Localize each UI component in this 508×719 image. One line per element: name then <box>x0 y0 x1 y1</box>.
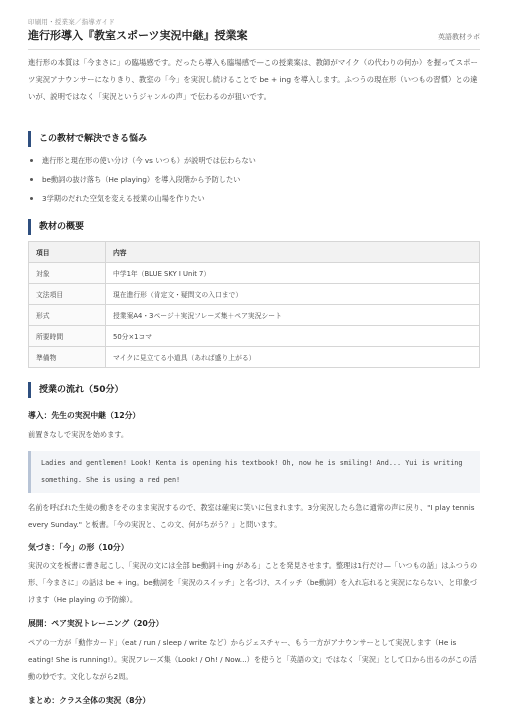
list-item-text: be動詞の抜け落ち（He playing）を導入段階から予防したい <box>42 175 241 184</box>
intro-paragraph: 進行形の本質は「今まさに」の臨場感です。だったら導入も臨場感で—この授業案は、教師がマイク（の代わりの何か）を握ってスポーツ実況アナウンサーになりきり、教室の「今」を実況し続けることで be + ing を導入します。ふつうの現在形（いつもの習慣）との違いが、説明ではなく「実況というジャンルの声」で伝わるのが狙いです。 <box>28 58 478 101</box>
title-row <box>28 27 480 50</box>
section-heading-problems: この教材で解決できる悩み <box>28 131 480 147</box>
table-row <box>29 284 480 305</box>
step-text-intro: 前置きなしで実況を始めます。 <box>28 430 129 439</box>
column-header-item: 項目 <box>29 242 106 263</box>
row-key: 所要時間 <box>29 326 106 347</box>
section-heading-flow: 授業の流れ（50分） <box>28 382 480 398</box>
row-key: 文法項目 <box>29 284 106 305</box>
column-header-content: 内容 <box>106 242 480 263</box>
list-item-text: 進行形と現在形の使い分け（今 vs いつも）が説明では伝わらない <box>42 156 256 165</box>
section-heading-overview: 教材の概要 <box>28 219 480 235</box>
breadcrumb: 印刷用・授業案／指導ガイド <box>28 18 115 26</box>
step-title-summary: まとめ：クラス全体の実況（8分） <box>28 696 151 705</box>
row-value: 現在進行形（肯定文・疑問文の入口まで） <box>106 284 480 305</box>
row-value: 授業案A4・3ページ＋実況フレーズ集＋ペア実況シート <box>106 305 480 326</box>
row-value: 中学1年（BLUE SKY I Unit 7） <box>106 263 480 284</box>
step-text-notice: 実況の文を板書に書き起こし、「実況の文には全部 be動詞＋ing がある」ことを発見させます。整理は1行だけ—「いつもの話」はふつうの形、「今まさに」の話は be + ing。be動詞を「実況のスイッチ」と名づけ、スイッチ（be動詞）を入れ忘れると実況にならない、と印象づけます（He playing の予防線）。 <box>28 561 478 604</box>
step-title-pair-training: 展開：ペア実況トレーニング（20分） <box>28 619 164 628</box>
bullet-icon <box>30 178 33 181</box>
overview-table <box>28 241 480 368</box>
table-row <box>29 263 480 284</box>
step-title-notice: 気づき：「今」の形（10分） <box>28 543 129 552</box>
list-item <box>28 151 480 170</box>
page-title: 進行形導入『教室スポーツ実況中継』授業案 <box>28 29 248 42</box>
bullet-icon <box>30 197 33 200</box>
step-text-intro-after: 名前を呼ばれた生徒の動きをそのまま実況するので、教室は確実に笑いに包まれます。3分実況したら急に通常の声に戻り、"I play tennis every Sunday." と板書。「今の実況と、この文、何がちがう？」と問います。 <box>28 503 475 529</box>
row-value: 50分×1コマ <box>106 326 480 347</box>
row-value: マイクに見立てる小道具（あれば盛り上がる） <box>106 347 480 368</box>
bullet-icon <box>30 159 33 162</box>
row-key: 対象 <box>29 263 106 284</box>
table-row <box>29 326 480 347</box>
list-item <box>28 170 480 189</box>
table-row <box>29 305 480 326</box>
step-title-intro: 導入：先生の実況中継（12分） <box>28 411 141 420</box>
site-name: 英語教材ラボ <box>438 33 480 41</box>
table-header-row <box>29 242 480 263</box>
list-item <box>28 189 480 208</box>
example-quote: Ladies and gentlemen! Look! Kenta is opening his textbook! Oh, now he is smiling! And... Yui is writing something. She is using a red pen! <box>28 451 480 493</box>
row-key: 準備物 <box>29 347 106 368</box>
problems-list <box>28 151 480 208</box>
row-key: 形式 <box>29 305 106 326</box>
step-text-pair-training: ペアの一方が「動作カード」（eat / run / sleep / write など）からジェスチャー、もう一方がアナウンサーとして実況します（He is eating! She is running!）。実況フレーズ集（Look! / Oh! / Now...）を使うと「英語の文」ではなく「実況」として口から出るのがこの活動の妙です。文化しながら2周。 <box>28 638 477 681</box>
table-row <box>29 347 480 368</box>
list-item-text: 3学期のだれた空気を変える授業の山場を作りたい <box>42 194 205 203</box>
